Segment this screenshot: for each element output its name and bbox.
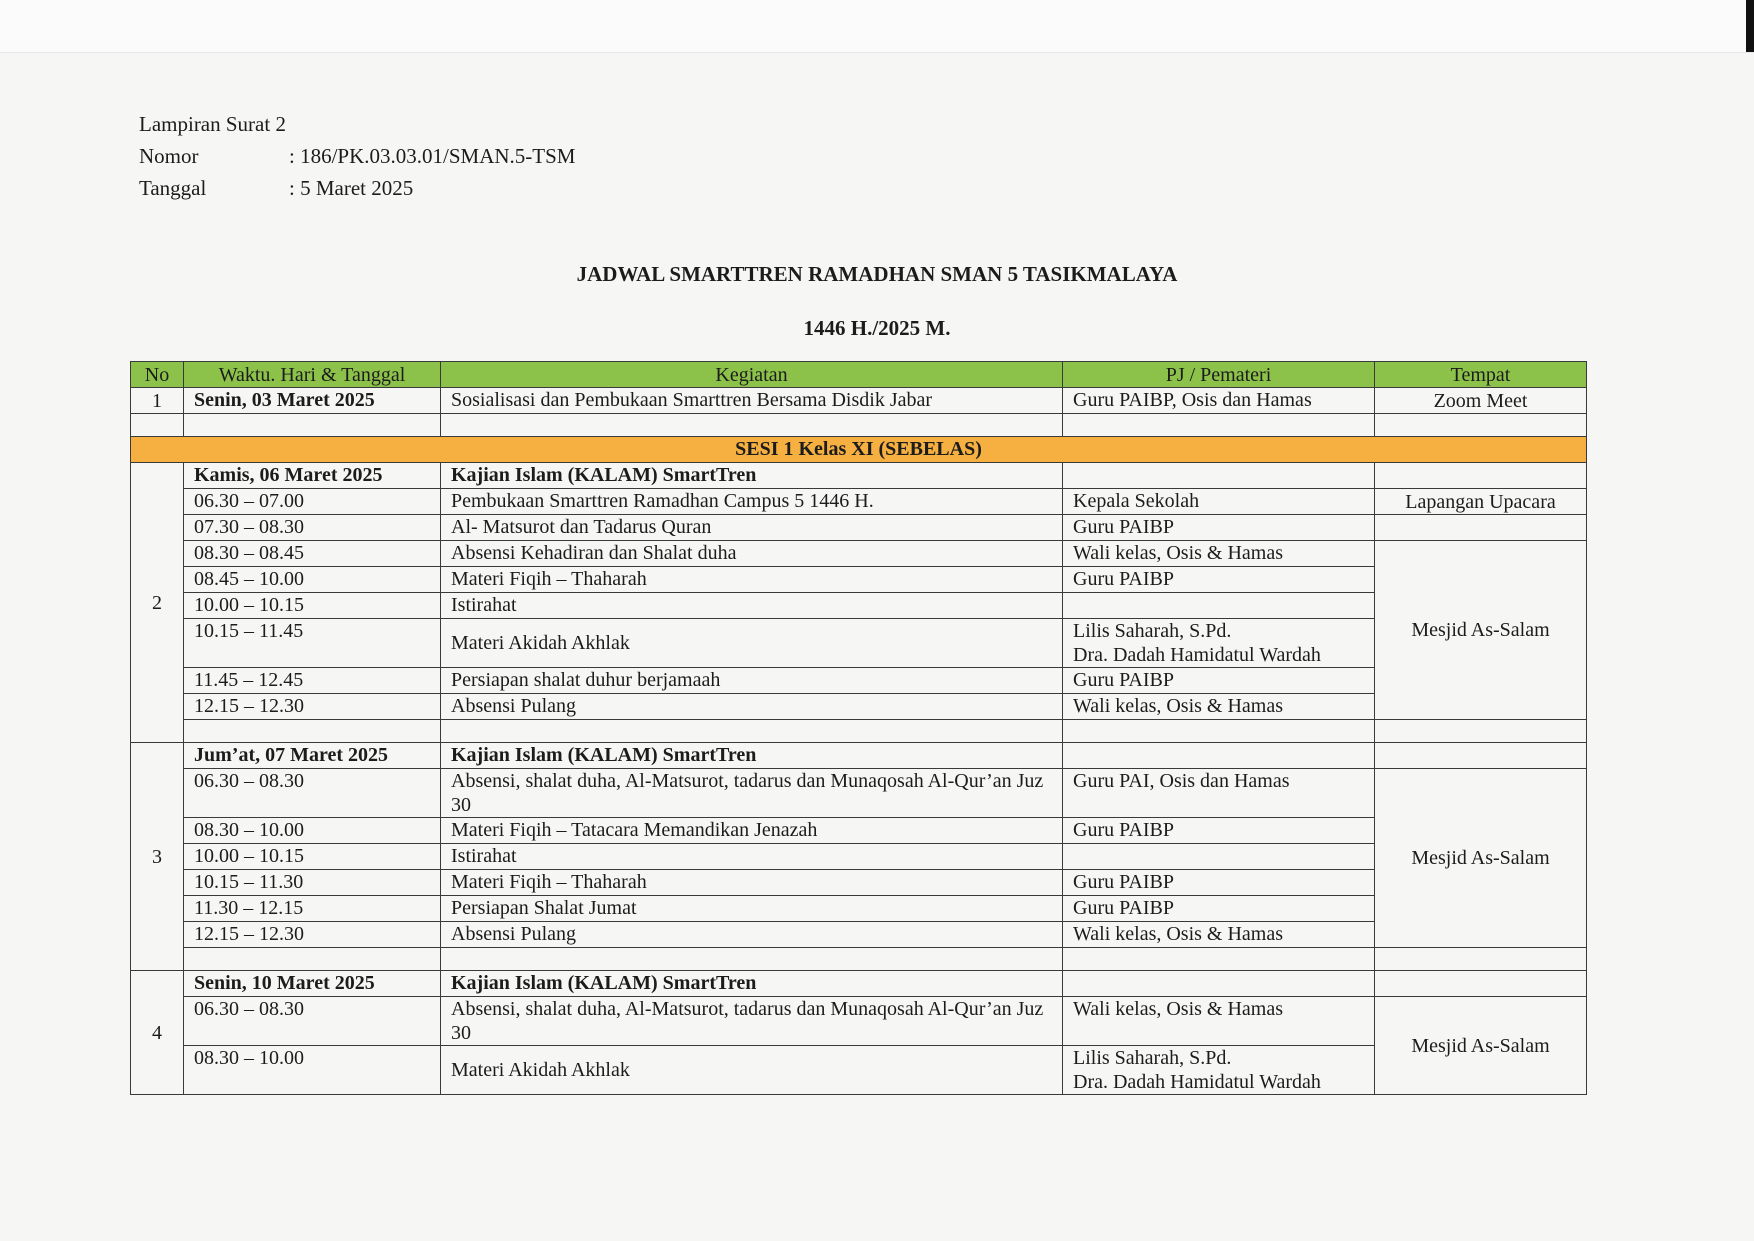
table-row [131,694,1587,720]
row-activity: Materi Fiqih – Thaharah [441,870,1063,896]
table-row [131,515,1587,541]
nomor-value: : 186/PK.03.03.01/SMAN.5-TSM [289,144,576,168]
scan-mark [1746,0,1754,52]
table-row [131,769,1587,818]
row-time: 06.30 – 08.30 [184,997,441,1046]
row-time: 06.30 – 07.00 [184,489,441,515]
table-row [131,593,1587,619]
session-row [131,437,1587,463]
table-row [131,997,1587,1046]
session-label: SESI 1 Kelas XI (SEBELAS) [131,437,1587,463]
row-activity: Absensi Pulang [441,922,1063,948]
row-activity: Istirahat [441,844,1063,870]
row-date: Jum’at, 07 Maret 2025 [184,743,441,769]
table-row [131,489,1587,515]
table-row [131,668,1587,694]
row-activity: Absensi, shalat duha, Al-Matsurot, tadarus dan Munaqosah Al-Qur’an Juz 30 [441,997,1063,1046]
schedule-table [130,361,1587,1095]
row-pj: Kepala Sekolah [1063,489,1375,515]
row-pj: Guru PAIBP [1063,668,1375,694]
row-time: 07.30 – 08.30 [184,515,441,541]
document-title: JADWAL SMARTTREN RAMADHAN SMAN 5 TASIKMALAYA [576,262,1178,286]
row-pj [1063,1046,1375,1095]
table-row [131,870,1587,896]
table-row [131,896,1587,922]
row-time: 12.15 – 12.30 [184,922,441,948]
row-time: 08.45 – 10.00 [184,567,441,593]
row-activity: Materi Akidah Akhlak [441,619,1063,668]
row-activity: Kajian Islam (KALAM) SmartTren [441,971,1063,997]
blank-row [131,414,1587,437]
table-row [131,922,1587,948]
tanggal-label: Tanggal [139,176,207,200]
tanggal-row [139,172,575,204]
letter-header [139,108,575,204]
row-pj [1063,844,1375,870]
blank-row [131,948,1587,971]
day-title-row [131,463,1587,489]
col-header-no: No [131,362,184,388]
row-number: 4 [131,971,184,1095]
col-header-waktu: Waktu. Hari & Tanggal [184,362,441,388]
row-activity: Kajian Islam (KALAM) SmartTren [441,743,1063,769]
row-pj: Guru PAIBP [1063,896,1375,922]
row-time: 08.30 – 10.00 [184,818,441,844]
row-activity: Kajian Islam (KALAM) SmartTren [441,463,1063,489]
row-activity: Materi Akidah Akhlak [441,1046,1063,1095]
row-time: 11.45 – 12.45 [184,668,441,694]
row-time: 08.30 – 10.00 [184,1046,441,1095]
row-pj: Wali kelas, Osis & Hamas [1063,694,1375,720]
row-time: 10.15 – 11.30 [184,870,441,896]
table-row [131,541,1587,567]
document-subtitle: 1446 H./2025 M. [803,316,951,340]
col-header-kegiatan: Kegiatan [441,362,1063,388]
row-time: 10.00 – 10.15 [184,593,441,619]
row-place: Mesjid As-Salam [1375,769,1587,948]
table-row [131,619,1587,668]
row-place: Mesjid As-Salam [1375,997,1587,1095]
nomor-label: Nomor [139,144,199,168]
row-date: Senin, 10 Maret 2025 [184,971,441,997]
row-pj: Guru PAIBP, Osis dan Hamas [1063,388,1375,414]
row-pj: Guru PAIBP [1063,515,1375,541]
row-time: 11.30 – 12.15 [184,896,441,922]
row-activity: Persiapan Shalat Jumat [441,896,1063,922]
row-pj: Wali kelas, Osis & Hamas [1063,997,1375,1046]
row-pj [1063,619,1375,668]
pj-line: Lilis Saharah, S.Pd. [1073,620,1232,642]
row-pj: Guru PAIBP [1063,870,1375,896]
row-date: Kamis, 06 Maret 2025 [184,463,441,489]
row-time: 06.30 – 08.30 [184,769,441,818]
tanggal-value: : 5 Maret 2025 [289,176,414,200]
row-number: 1 [131,388,184,414]
row-activity: Al- Matsurot dan Tadarus Quran [441,515,1063,541]
table-row [131,1046,1587,1095]
row-activity: Materi Fiqih – Thaharah [441,567,1063,593]
pj-line: Dra. Dadah Hamidatul Wardah [1073,644,1321,666]
col-header-pj: PJ / Pemateri [1063,362,1375,388]
row-pj: Wali kelas, Osis & Hamas [1063,541,1375,567]
table-header-row [131,362,1587,388]
row-activity: Absensi Pulang [441,694,1063,720]
row-pj: Guru PAI, Osis dan Hamas [1063,769,1375,818]
pj-line: Lilis Saharah, S.Pd. [1073,1047,1232,1069]
row-time: 12.15 – 12.30 [184,694,441,720]
scan-top-edge [0,0,1754,53]
row-pj [1063,593,1375,619]
row-time: 10.15 – 11.45 [184,619,441,668]
day-title-row [131,971,1587,997]
row-activity: Absensi Kehadiran dan Shalat duha [441,541,1063,567]
table-row [131,818,1587,844]
row-place: Mesjid As-Salam [1375,541,1587,720]
lampiran-line: Lampiran Surat 2 [139,112,286,136]
day-title-row [131,743,1587,769]
row-activity: Istirahat [441,593,1063,619]
row-pj: Wali kelas, Osis & Hamas [1063,922,1375,948]
pj-line: Dra. Dadah Hamidatul Wardah [1073,1071,1321,1093]
col-header-tempat: Tempat [1375,362,1587,388]
row-number: 3 [131,743,184,971]
row-place: Lapangan Upacara [1375,489,1587,515]
row-pj: Guru PAIBP [1063,567,1375,593]
blank-row [131,720,1587,743]
table-row [131,388,1587,414]
row-time: 10.00 – 10.15 [184,844,441,870]
row-pj: Guru PAIBP [1063,818,1375,844]
table-row [131,844,1587,870]
nomor-row [139,140,575,172]
row-date: Senin, 03 Maret 2025 [184,388,441,414]
row-time: 08.30 – 08.45 [184,541,441,567]
row-activity: Persiapan shalat duhur berjamaah [441,668,1063,694]
row-number: 2 [131,463,184,743]
row-activity: Pembukaan Smarttren Ramadhan Campus 5 1446 H. [441,489,1063,515]
row-activity: Absensi, shalat duha, Al-Matsurot, tadarus dan Munaqosah Al-Qur’an Juz 30 [441,769,1063,818]
row-activity: Materi Fiqih – Tatacara Memandikan Jenazah [441,818,1063,844]
row-place: Zoom Meet [1375,388,1587,414]
row-activity: Sosialisasi dan Pembukaan Smarttren Bersama Disdik Jabar [441,388,1063,414]
table-row [131,567,1587,593]
